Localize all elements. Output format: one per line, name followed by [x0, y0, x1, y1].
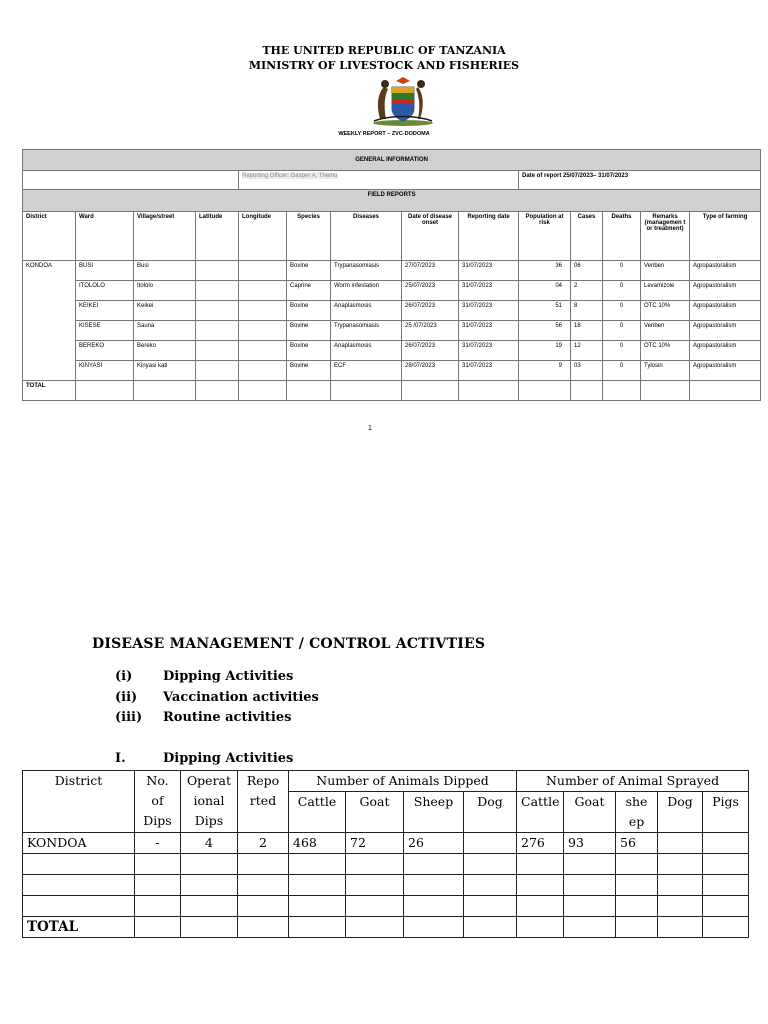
farming-cell: Agropastoralism — [690, 281, 761, 301]
longitude-cell — [239, 321, 287, 341]
latitude-cell — [196, 261, 239, 281]
ministry-title: MINISTRY OF LIVESTOCK AND FISHERIES — [248, 59, 520, 72]
empty-cell — [517, 854, 564, 875]
species-cell: Bovine — [287, 301, 331, 321]
list-item — [115, 669, 319, 690]
empty-cell — [703, 875, 749, 896]
col-header: Type of farming — [690, 212, 761, 261]
list-item-number: (i) — [115, 669, 133, 684]
general-information-heading: GENERAL INFORMATION — [23, 150, 761, 171]
ward-cell: BUSI — [76, 261, 134, 281]
dipping-section-heading — [115, 751, 293, 766]
population-cell: 36 — [519, 261, 571, 281]
district-cell: KONDOA — [23, 833, 135, 854]
table-row — [23, 321, 761, 341]
longitude-cell — [239, 341, 287, 361]
village-cell: Itololo — [134, 281, 196, 301]
latitude-cell — [196, 301, 239, 321]
ward-cell: ITOLOLO — [76, 281, 134, 301]
list-item — [115, 710, 319, 731]
ward-cell: KISESE — [76, 321, 134, 341]
cases-cell: 06 — [571, 261, 603, 281]
empty-cell — [616, 854, 658, 875]
empty-cell — [459, 381, 519, 401]
dipped-sheep-header: Sheep — [404, 792, 464, 833]
empty-cell — [238, 917, 289, 938]
dipped-sheep-cell: 26 — [404, 833, 464, 854]
longitude-cell — [239, 261, 287, 281]
empty-cell — [658, 896, 703, 917]
table-row — [23, 875, 749, 896]
sprayed-goat-cell: 93 — [564, 833, 616, 854]
weekly-report-title: WEEKLY REPORT – ZVC-DODOMA — [338, 131, 430, 137]
empty-cell — [23, 875, 135, 896]
remarks-cell: OTC 10% — [641, 341, 690, 361]
country-title: THE UNITED REPUBLIC OF TANZANIA — [262, 44, 506, 57]
list-item-number: (iii) — [115, 710, 143, 725]
disease-cell: ECF — [331, 361, 402, 381]
empty-cell — [289, 875, 346, 896]
latitude-cell — [196, 321, 239, 341]
sprayed-cattle-header: Cattle — [517, 792, 564, 833]
empty-cell — [564, 896, 616, 917]
farming-cell: Agropastoralism — [690, 321, 761, 341]
deaths-cell: 0 — [603, 301, 641, 321]
empty-cell — [616, 917, 658, 938]
longitude-cell — [239, 301, 287, 321]
village-cell: Sauna — [134, 321, 196, 341]
disease-cell: Worm infestation — [331, 281, 402, 301]
empty-cell — [238, 896, 289, 917]
dipped-cattle-cell: 468 — [289, 833, 346, 854]
empty-cell — [404, 896, 464, 917]
empty-cell — [404, 875, 464, 896]
section-label: Dipping Activities — [163, 751, 294, 766]
deaths-cell: 0 — [603, 341, 641, 361]
deaths-cell: 0 — [603, 361, 641, 381]
empty-cell — [346, 917, 404, 938]
table-row — [23, 301, 761, 321]
onset-cell: 27/07/2023 — [402, 261, 459, 281]
latitude-cell — [196, 361, 239, 381]
farming-cell: Agropastoralism — [690, 301, 761, 321]
field-reports-heading: FIELD REPORTS — [23, 190, 761, 212]
document-header — [0, 43, 768, 73]
longitude-cell — [239, 361, 287, 381]
empty-cell — [134, 381, 196, 401]
reporting-date-cell: 31/07/2023 — [459, 281, 519, 301]
dipping-activities-table — [22, 770, 749, 938]
empty-cell — [464, 917, 517, 938]
sprayed-dog-cell — [658, 833, 703, 854]
empty-cell — [181, 875, 238, 896]
list-item-label: Routine activities — [163, 710, 292, 725]
total-label: TOTAL — [23, 381, 76, 401]
reporting-date-cell: 31/07/2023 — [459, 341, 519, 361]
farming-cell: Agropastoralism — [690, 261, 761, 281]
disease-cell: Anaplasmosis — [331, 301, 402, 321]
empty-cell — [402, 381, 459, 401]
cases-cell: 12 — [571, 341, 603, 361]
col-header: Date of disease onset — [402, 212, 459, 261]
onset-cell: 25/07/2023 — [402, 281, 459, 301]
no-of-dips-header: No. of Dips — [135, 771, 181, 833]
empty-cell — [571, 381, 603, 401]
dipped-cattle-header: Cattle — [289, 792, 346, 833]
remarks-cell: Veriben — [641, 321, 690, 341]
empty-cell — [238, 875, 289, 896]
col-header: Reporting date — [459, 212, 519, 261]
longitude-cell — [239, 281, 287, 301]
district-cell: KONDOA — [23, 261, 76, 381]
empty-cell — [196, 381, 239, 401]
table-row — [23, 361, 761, 381]
empty-cell — [181, 917, 238, 938]
empty-cell — [564, 854, 616, 875]
population-cell: 56 — [519, 321, 571, 341]
dipped-goat-header: Goat — [346, 792, 404, 833]
village-cell: Busi — [134, 261, 196, 281]
population-cell: 19 — [519, 341, 571, 361]
empty-cell — [289, 854, 346, 875]
dipped-dog-cell — [464, 833, 517, 854]
list-item — [115, 690, 319, 711]
blank-info-cell — [23, 171, 239, 190]
table-row — [23, 341, 761, 361]
remarks-cell: Veriben — [641, 261, 690, 281]
empty-cell — [616, 875, 658, 896]
empty-cell — [464, 896, 517, 917]
activities-list — [115, 669, 319, 731]
animals-dipped-header: Number of Animals Dipped — [289, 771, 517, 792]
reported-cell: 2 — [238, 833, 289, 854]
cases-cell: 16 — [571, 321, 603, 341]
deaths-cell: 0 — [603, 281, 641, 301]
population-cell: 9 — [519, 361, 571, 381]
ward-cell: KEIKEI — [76, 301, 134, 321]
village-cell: Bereko — [134, 341, 196, 361]
onset-cell: 28/07/2023 — [402, 361, 459, 381]
list-item-label: Vaccination activities — [163, 689, 319, 705]
species-cell: Bovine — [287, 321, 331, 341]
empty-cell — [135, 896, 181, 917]
empty-cell — [658, 917, 703, 938]
empty-cell — [517, 917, 564, 938]
empty-cell — [135, 917, 181, 938]
empty-cell — [23, 854, 135, 875]
empty-cell — [690, 381, 761, 401]
remarks-cell: OTC 10% — [641, 301, 690, 321]
table-row — [23, 281, 761, 301]
table-row — [23, 896, 749, 917]
village-cell: Keikei — [134, 301, 196, 321]
col-header: District — [23, 212, 76, 261]
no-of-dips-cell: - — [135, 833, 181, 854]
empty-cell — [238, 854, 289, 875]
reporting-date-cell: 31/07/2023 — [459, 261, 519, 281]
empty-cell — [564, 917, 616, 938]
empty-cell — [517, 896, 564, 917]
empty-cell — [287, 381, 331, 401]
species-cell: Bovine — [287, 261, 331, 281]
page-number: 1 — [368, 425, 372, 432]
species-cell: Bovine — [287, 361, 331, 381]
empty-cell — [517, 875, 564, 896]
operational-dips-header: Operat ional Dips — [181, 771, 238, 833]
col-header: Species — [287, 212, 331, 261]
empty-cell — [181, 896, 238, 917]
animals-sprayed-header: Number of Animal Sprayed — [517, 771, 749, 792]
col-header: Population at risk — [519, 212, 571, 261]
reporting-officer-cell — [239, 171, 519, 190]
total-row — [23, 917, 749, 938]
empty-cell — [519, 381, 571, 401]
cases-cell: 8 — [571, 301, 603, 321]
onset-cell: 26/07/2023 — [402, 301, 459, 321]
empty-cell — [76, 381, 134, 401]
empty-cell — [181, 854, 238, 875]
field-table-header-row — [23, 212, 761, 261]
population-cell: 51 — [519, 301, 571, 321]
table-row — [23, 833, 749, 854]
onset-cell: 26/07/2023 — [402, 341, 459, 361]
dipping-header-row — [23, 771, 749, 792]
reporting-date-cell: 31/07/2023 — [459, 361, 519, 381]
table-row — [23, 854, 749, 875]
disease-cell: Trypanasomiasis — [331, 261, 402, 281]
empty-cell — [641, 381, 690, 401]
empty-cell — [239, 381, 287, 401]
ward-cell: KINYASI — [76, 361, 134, 381]
empty-cell — [658, 854, 703, 875]
empty-cell — [603, 381, 641, 401]
col-header: Cases — [571, 212, 603, 261]
empty-cell — [346, 896, 404, 917]
empty-cell — [404, 917, 464, 938]
empty-cell — [346, 854, 404, 875]
population-cell: 04 — [519, 281, 571, 301]
operational-dips-cell: 4 — [181, 833, 238, 854]
empty-cell — [289, 896, 346, 917]
date-of-report: Date of report 25/07/2023– 31/07/2023 — [519, 171, 761, 190]
district-header: District — [23, 771, 135, 833]
dipped-goat-cell: 72 — [346, 833, 404, 854]
empty-cell — [658, 875, 703, 896]
reporting-date-cell: 31/07/2023 — [459, 301, 519, 321]
species-cell: Caprine — [287, 281, 331, 301]
coat-of-arms-emblem — [370, 75, 436, 127]
sprayed-pigs-header: Pigs — [703, 792, 749, 833]
sprayed-goat-header: Goat — [564, 792, 616, 833]
cases-cell: 2 — [571, 281, 603, 301]
reported-header: Repo rted — [238, 771, 289, 833]
empty-cell — [616, 896, 658, 917]
col-header: Deaths — [603, 212, 641, 261]
empty-cell — [135, 854, 181, 875]
empty-cell — [464, 854, 517, 875]
disease-cell: Trypanasomiasis — [331, 321, 402, 341]
empty-cell — [331, 381, 402, 401]
sprayed-sheep-header: she ep — [616, 792, 658, 833]
empty-cell — [703, 896, 749, 917]
reporting-date-cell: 31/07/2023 — [459, 321, 519, 341]
empty-cell — [703, 917, 749, 938]
cases-cell: 03 — [571, 361, 603, 381]
col-header: Village/street — [134, 212, 196, 261]
ward-cell: BEREKO — [76, 341, 134, 361]
empty-cell — [135, 875, 181, 896]
latitude-cell — [196, 341, 239, 361]
table-row — [23, 261, 761, 281]
col-header: Remarks (managemen t or treatment) — [641, 212, 690, 261]
list-item-number: (ii) — [115, 689, 138, 705]
deaths-cell: 0 — [603, 261, 641, 281]
col-header: Ward — [76, 212, 134, 261]
empty-cell — [703, 854, 749, 875]
section-number: I. — [115, 751, 126, 766]
col-header: Diseases — [331, 212, 402, 261]
empty-cell — [464, 875, 517, 896]
empty-cell — [564, 875, 616, 896]
empty-cell — [23, 896, 135, 917]
sprayed-pigs-cell — [703, 833, 749, 854]
village-cell: Kinyasi kati — [134, 361, 196, 381]
disease-management-title: DISEASE MANAGEMENT / CONTROL ACTIVTIES — [92, 636, 486, 652]
list-item-label: Dipping Activities — [163, 669, 294, 684]
reporting-officer: Reporting Officer: Gasper A. Themu — [242, 173, 338, 179]
sprayed-dog-header: Dog — [658, 792, 703, 833]
species-cell: Bovine — [287, 341, 331, 361]
total-row — [23, 381, 761, 401]
field-reports-table — [22, 149, 761, 401]
col-header: Latitude — [196, 212, 239, 261]
farming-cell: Agropastoralism — [690, 361, 761, 381]
farming-cell: Agropastoralism — [690, 341, 761, 361]
empty-cell — [289, 917, 346, 938]
total-label: TOTAL — [23, 917, 135, 938]
dipped-dog-header: Dog — [464, 792, 517, 833]
sprayed-sheep-cell: 56 — [616, 833, 658, 854]
empty-cell — [346, 875, 404, 896]
sprayed-cattle-cell: 276 — [517, 833, 564, 854]
onset-cell: 25 /07/2023 — [402, 321, 459, 341]
remarks-cell: Levamizole — [641, 281, 690, 301]
col-header: Longitude — [239, 212, 287, 261]
deaths-cell: 0 — [603, 321, 641, 341]
empty-cell — [404, 854, 464, 875]
disease-cell: Anaplasmosis — [331, 341, 402, 361]
latitude-cell — [196, 281, 239, 301]
remarks-cell: Tylosin — [641, 361, 690, 381]
